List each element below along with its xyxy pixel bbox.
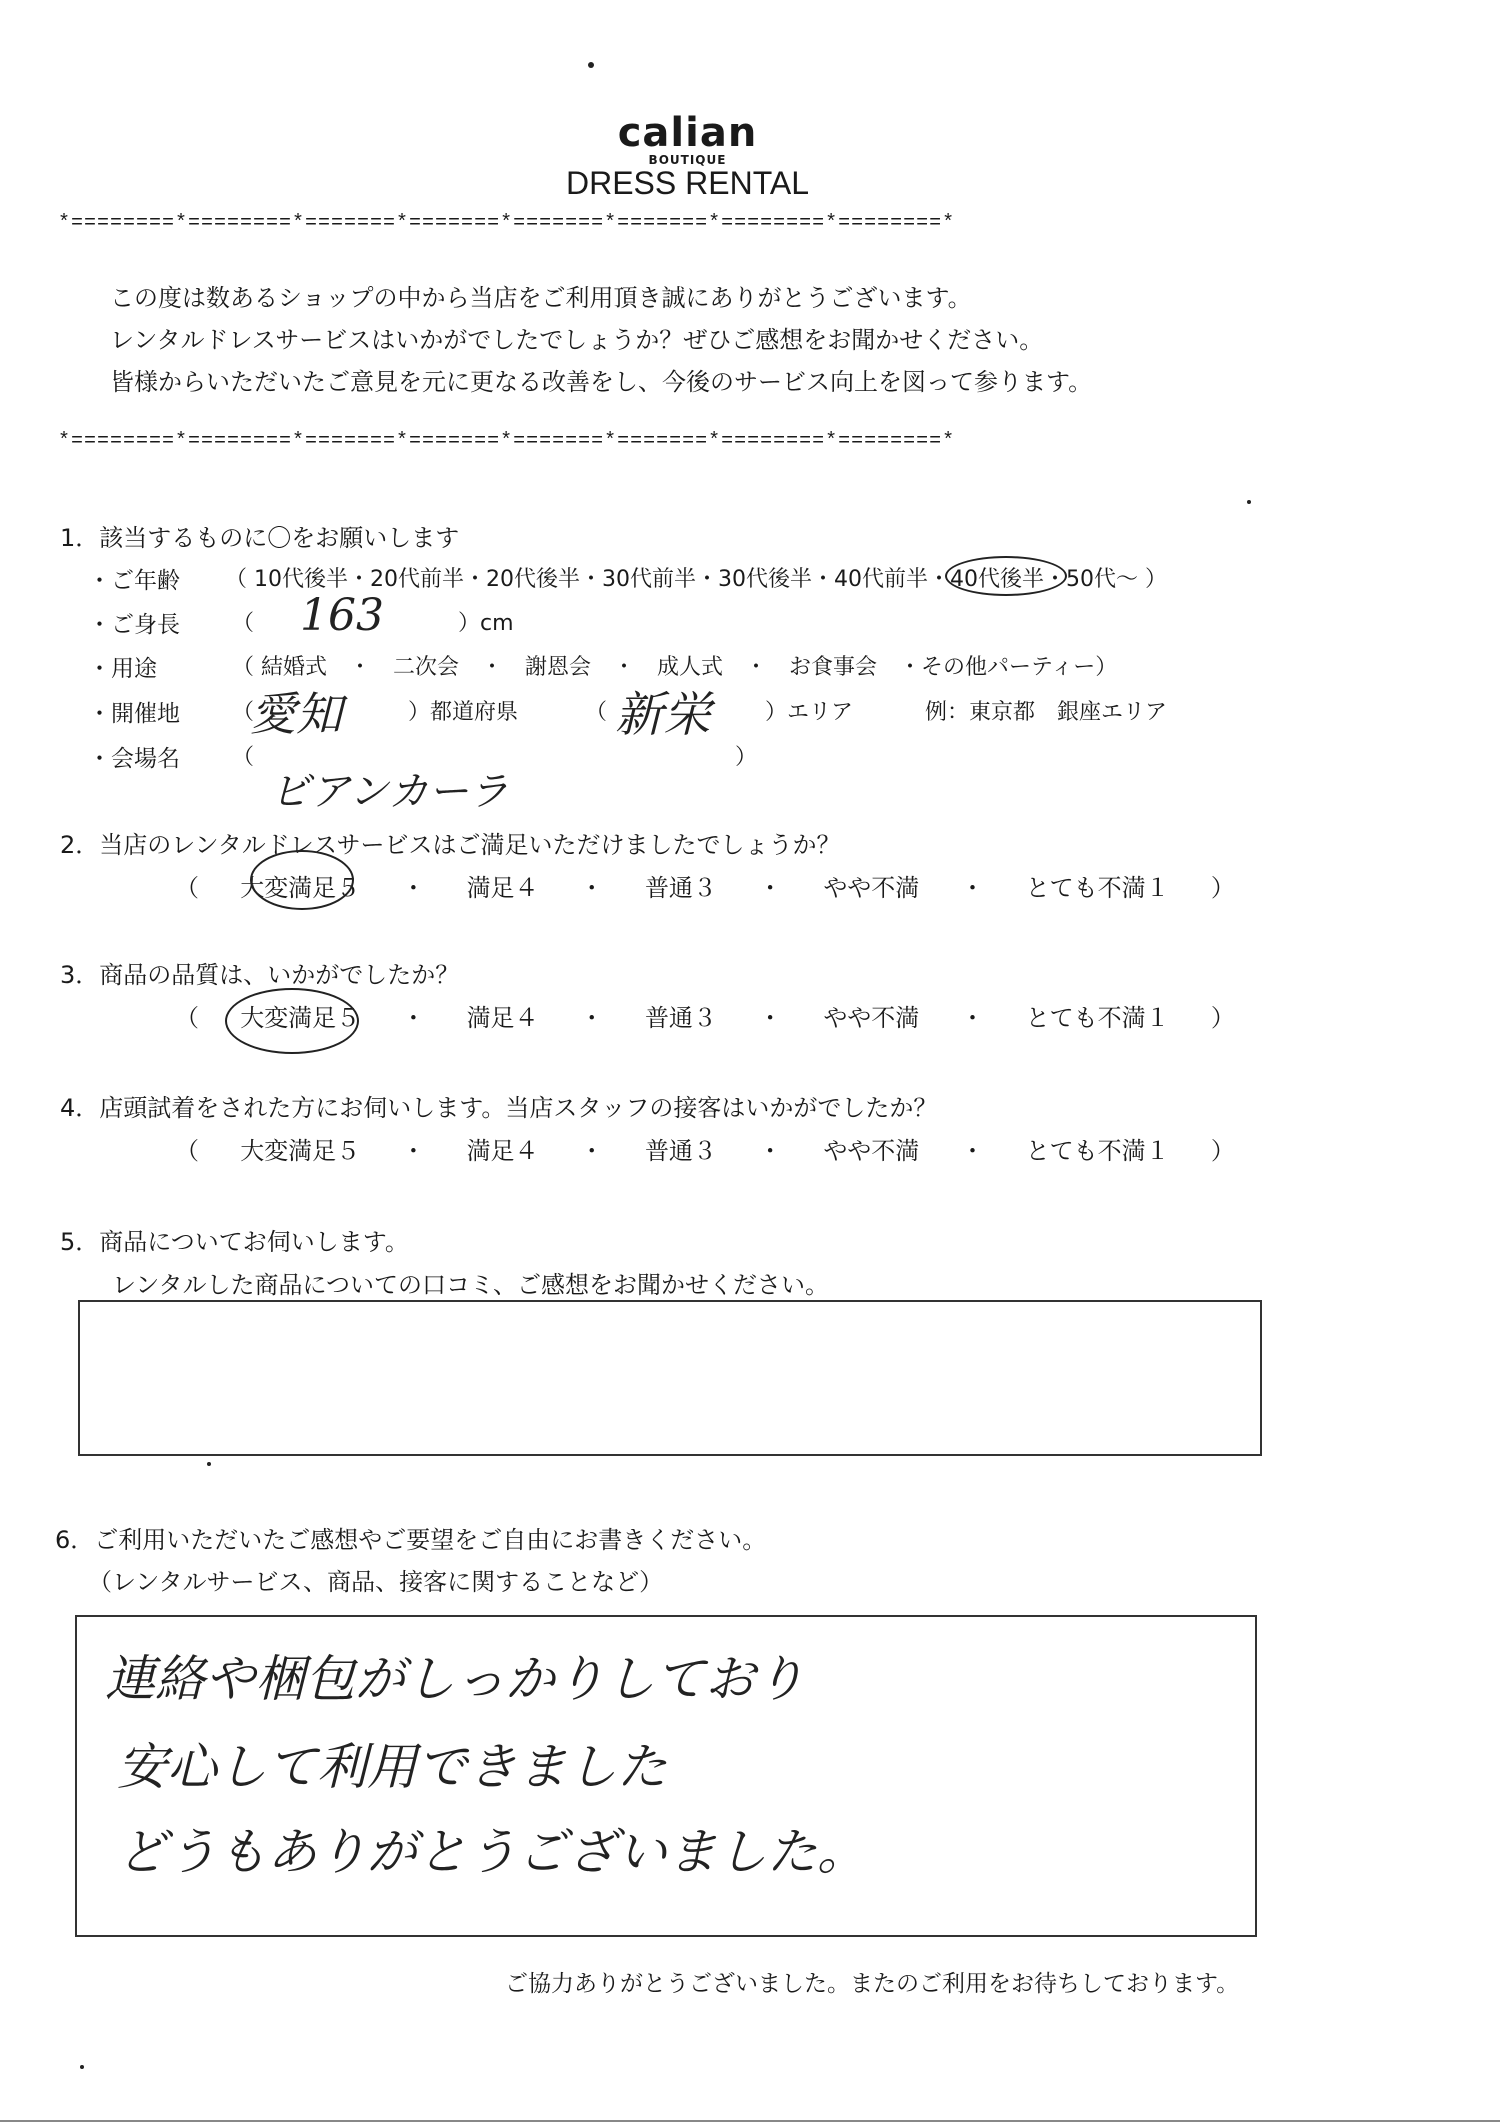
- hall-value[interactable]: ビアンカーラ: [270, 769, 509, 815]
- height-value[interactable]: 163: [300, 590, 384, 641]
- q6-subtitle: （レンタルサービス、商品、接客に関することなど）: [88, 1568, 664, 1596]
- scale-sep: ・: [758, 1137, 783, 1165]
- venue-example: 例：東京都 銀座エリア: [925, 700, 1168, 725]
- venue-area-open: （: [585, 700, 608, 725]
- q4-option-2[interactable]: やや不満: [823, 1137, 920, 1165]
- scale-sep: ・: [758, 1004, 783, 1032]
- scan-speck: [1247, 500, 1251, 504]
- height-unit: ）cm: [458, 611, 514, 636]
- scan-speck: [80, 2065, 84, 2069]
- q3-option-2[interactable]: やや不満: [823, 1004, 920, 1032]
- scan-speck: [588, 62, 594, 68]
- q4-option-4[interactable]: 満足４: [466, 1137, 539, 1165]
- footer-thanks: ご協力ありがとうございました。またのご利用をお待ちしております。: [505, 1971, 1240, 1997]
- age-label: ・ご年齢: [88, 568, 180, 594]
- q2-selected-circle: [250, 850, 354, 910]
- hall-open: （: [232, 745, 255, 770]
- q5-title: 5．商品についてお伺いします。: [60, 1228, 409, 1256]
- scale-sep: ・: [579, 1004, 604, 1032]
- intro-line-1: この度は数あるショップの中から当店をご利用頂き誠にありがとうございます。: [110, 284, 972, 312]
- q2-option-5[interactable]: 大変満足５: [240, 874, 361, 902]
- brand-subtitle: BOUTIQUE: [648, 153, 727, 167]
- q6-answer-box[interactable]: [75, 1615, 1257, 1937]
- height-open: （: [232, 611, 255, 636]
- q3-option-4[interactable]: 満足４: [466, 1004, 539, 1032]
- q4-option-1[interactable]: とても不満１: [1025, 1137, 1170, 1165]
- q4-title: 4．店頭試着をされた方にお伺いします。当店スタッフの接客はいかがでしたか？: [60, 1094, 938, 1122]
- scale-sep: ・: [960, 1137, 985, 1165]
- q6-answer-line-3: どうもありがとうございました。: [117, 1823, 867, 1881]
- q6-answer-line-1: 連絡や梱包がしっかりしており: [105, 1650, 805, 1708]
- hall-close: ）: [735, 745, 758, 770]
- q1-title: 1．該当するものに〇をお願いします: [60, 524, 460, 552]
- venue-pref-value[interactable]: 愛知: [250, 687, 342, 741]
- divider-top: *========*========*=======*=======*=======*=======*========*========*: [58, 212, 956, 235]
- scale-sep: ・: [401, 874, 426, 902]
- scale-close: ）: [1210, 1004, 1235, 1032]
- scale-sep: ・: [758, 874, 783, 902]
- page-edge-line: [0, 2120, 1500, 2122]
- q2-option-1[interactable]: とても不満１: [1025, 874, 1170, 902]
- q4-option-3[interactable]: 普通３: [644, 1137, 717, 1165]
- age-options[interactable]: （ 10代後半・20代前半・20代後半・30代前半・30代後半・40代前半・40代後半・50代～ ）: [225, 567, 1167, 592]
- q3-option-3[interactable]: 普通３: [644, 1004, 717, 1032]
- intro-line-2: レンタルドレスサービスはいかがでしたでしょうか？ぜひご感想をお聞かせください。: [110, 326, 1044, 354]
- venue-label: ・開催地: [88, 701, 180, 727]
- scale-open: （: [175, 1137, 199, 1165]
- q4-scale: [175, 1131, 1235, 1166]
- q2-option-3[interactable]: 普通３: [644, 874, 717, 902]
- purpose-options[interactable]: （ 結婚式 ・ 二次会 ・ 謝恩会 ・ 成人式 ・ お食事会 ・その他パーティー）: [232, 655, 1118, 680]
- age-selected-circle: [945, 556, 1067, 596]
- q3-option-1[interactable]: とても不満１: [1025, 1004, 1170, 1032]
- scale-close: ）: [1210, 874, 1235, 902]
- scale-sep: ・: [579, 874, 604, 902]
- height-label: ・ご身長: [88, 612, 180, 638]
- scale-sep: ・: [401, 1004, 426, 1032]
- form-title: DRESS RENTAL: [565, 165, 809, 201]
- q4-option-5[interactable]: 大変満足５: [240, 1137, 361, 1165]
- q2-title: 2．当店のレンタルドレスサービスはご満足いただけましたでしょうか？: [60, 831, 841, 859]
- scale-open: （: [175, 874, 199, 902]
- q5-answer-box[interactable]: [78, 1300, 1262, 1456]
- scale-open: （: [175, 1004, 199, 1032]
- q3-selected-circle: [225, 988, 359, 1054]
- q6-answer-line-2: 安心して利用できました: [117, 1738, 667, 1796]
- venue-area-unit: ）エリア: [765, 700, 854, 725]
- brand-logo: calian: [617, 110, 758, 156]
- scale-sep: ・: [960, 1004, 985, 1032]
- divider-bottom: *========*========*=======*=======*=======*=======*========*========*: [58, 430, 956, 453]
- venue-pref-open: （: [232, 700, 255, 725]
- q6-title: 6．ご利用いただいたご感想やご要望をご自由にお書きください。: [55, 1526, 767, 1554]
- q3-title: 3．商品の品質は、いかがでしたか？: [60, 961, 460, 989]
- scale-sep: ・: [579, 1137, 604, 1165]
- venue-pref-unit: ）都道府県: [408, 700, 519, 725]
- venue-area-value[interactable]: 新栄: [615, 687, 712, 743]
- scale-sep: ・: [401, 1137, 426, 1165]
- scale-sep: ・: [960, 874, 985, 902]
- hall-label: ・会場名: [88, 746, 180, 772]
- scan-speck: [207, 1462, 211, 1466]
- q2-option-2[interactable]: やや不満: [823, 874, 920, 902]
- q2-option-4[interactable]: 満足４: [466, 874, 539, 902]
- intro-line-3: 皆様からいただいたご意見を元に更なる改善をし、今後のサービス向上を図って参ります。: [110, 368, 1093, 396]
- scale-close: ）: [1210, 1137, 1235, 1165]
- q5-subtitle: レンタルした商品についての口コミ、ご感想をお聞かせください。: [112, 1271, 829, 1299]
- purpose-label: ・用途: [88, 656, 157, 682]
- q3-option-5[interactable]: 大変満足５: [240, 1004, 361, 1032]
